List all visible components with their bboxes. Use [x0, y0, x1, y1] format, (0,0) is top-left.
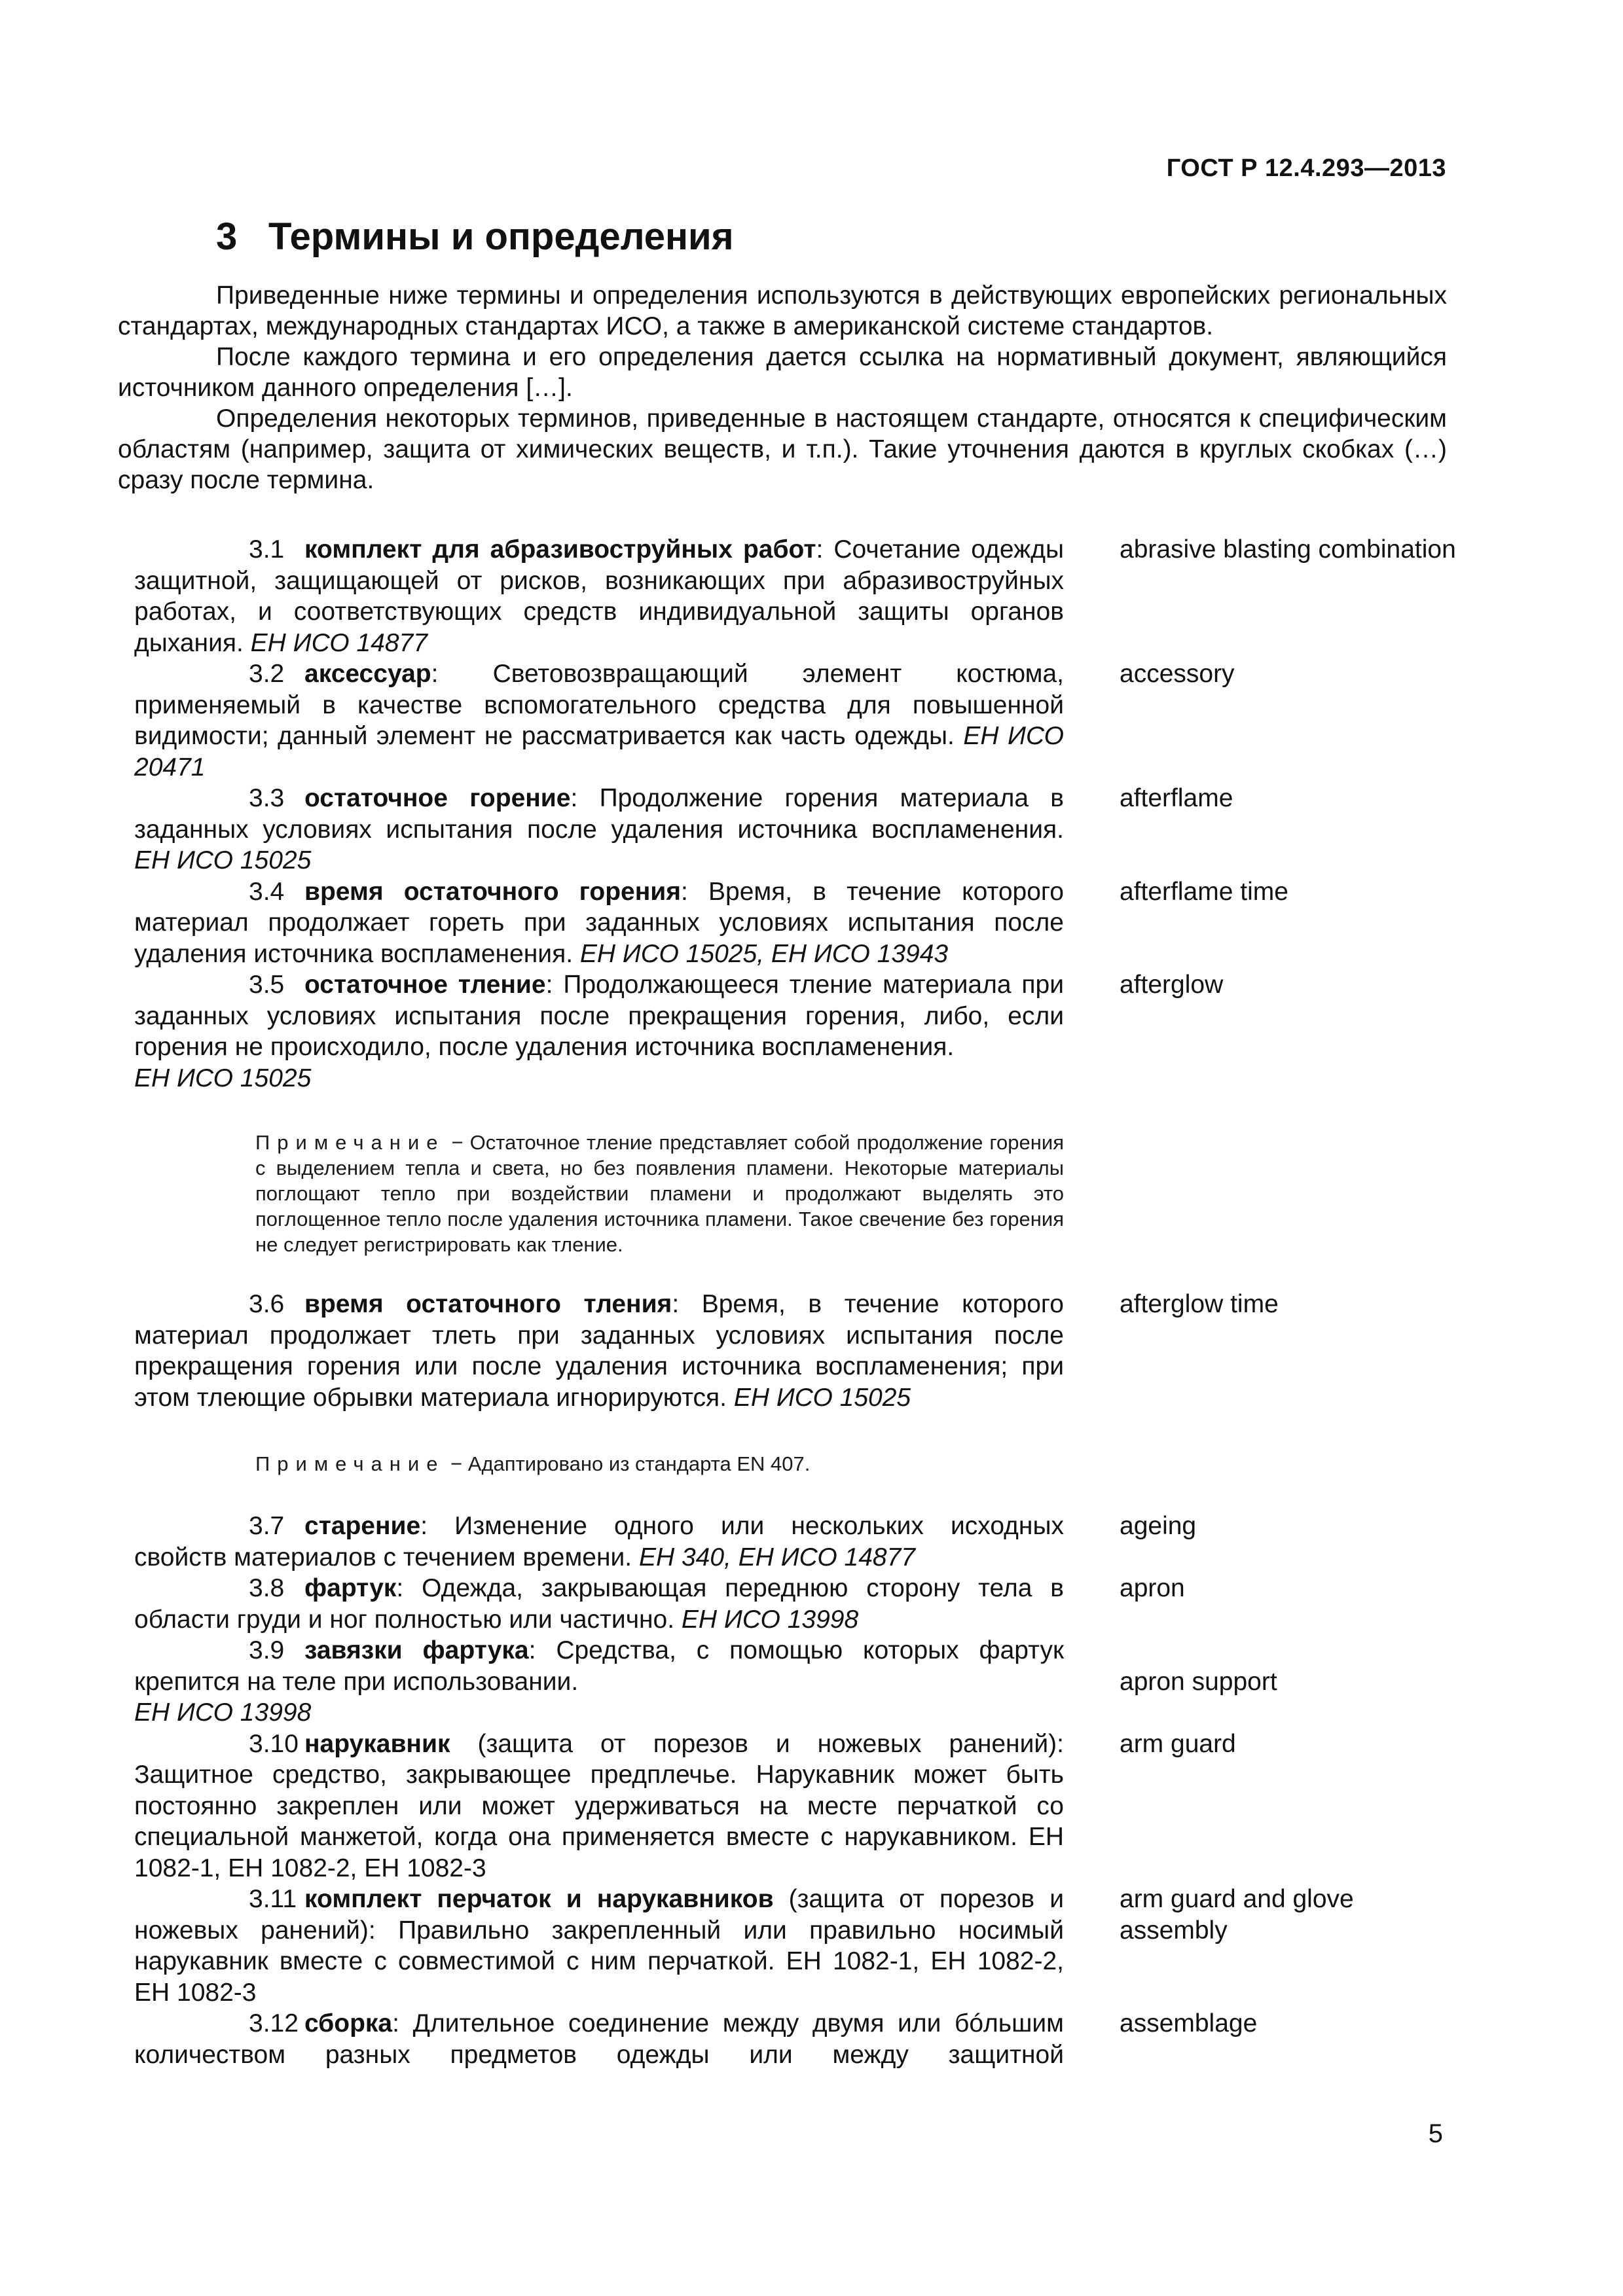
term-body: : Средства, с помощью которых фартук крепится на теле при использовании.: [134, 1636, 1065, 1696]
term-entry: [134, 1884, 1463, 2008]
term-source: ЕН ИСО 15025: [134, 846, 312, 874]
term-name: комплект перчаток и нарукавников: [304, 1885, 774, 1913]
term-source: ЕН ИСО 15025: [733, 1383, 911, 1412]
term-source: ЕН 340, ЕН ИСО 14877: [638, 1543, 915, 1571]
term-definition: [134, 1289, 1064, 1413]
term-definition: [134, 1511, 1064, 1573]
term-entry: [134, 2008, 1463, 2070]
term-english: arm guard: [1120, 1729, 1236, 1758]
term-english: apron support: [1120, 1667, 1277, 1696]
term-body: : Световозвращающий элемент костюма, применяемый в качестве вспомогательного средства для повышенной видимости; данный элемент не рассматривается как часть одежды.: [134, 660, 1064, 750]
term-definition: [134, 1729, 1064, 1884]
term-entry: [134, 783, 1463, 876]
term-entry: [134, 1573, 1463, 1635]
term-name: нарукавник: [304, 1729, 450, 1758]
term-entry: [134, 658, 1463, 783]
note-label: Примечание: [255, 1131, 445, 1154]
term-body: : Одежда, закрывающая переднюю сторону тела в области груди и ног полностью или частично.: [134, 1574, 1064, 1634]
term-number: 3.8: [249, 1574, 285, 1602]
section-heading: [216, 215, 734, 259]
term-source: ЕН ИСО 13998: [134, 1698, 312, 1727]
term-name: аксессуар: [304, 660, 431, 688]
note-afterglow: [255, 1130, 1064, 1257]
term-english: ageing: [1120, 1512, 1197, 1540]
note-afterglow-time: [255, 1451, 1064, 1477]
term-definition: [134, 1884, 1064, 2008]
intro-paragraph: Приведенные ниже термины и определения используются в действующих европейских региональных стандартах, международных стандартах ИСО, а также в американской системе стандартов.: [118, 281, 1447, 340]
term-name: старение: [304, 1512, 421, 1540]
term-definition: [134, 1573, 1064, 1635]
term-name: фартук: [304, 1574, 397, 1602]
term-english: afterflame time: [1120, 877, 1288, 906]
term-body: : Время, в течение которого материал продолжает тлеть при заданных условиях испытания после прекращения горения или после удаления источника воспламенения; при этом тлеющие обрывки материала игнорируются.: [134, 1290, 1064, 1412]
term-english: afterglow time: [1120, 1290, 1279, 1318]
term-entry: [134, 1635, 1463, 1729]
term-number: 3.10: [249, 1729, 299, 1758]
term-number: 3.2: [249, 660, 285, 688]
term-number: 3.6: [249, 1290, 285, 1318]
standard-code: ГОСТ Р 12.4.293—2013: [1166, 154, 1446, 182]
term-english: arm guard and glove assembly: [1120, 1885, 1354, 1945]
intro-text: [118, 280, 1447, 495]
term-body: : Сочетание одежды защитной, защищающей от рисков, возникающих при абразивоструйных работах, и соответствующих средств индивидуальной защиты органов дыхания.: [134, 535, 1064, 657]
term-source: ЕН ИСО 14877: [250, 628, 428, 657]
term-name: комплект для абразивоструйных работ: [304, 535, 816, 564]
note-text: − Адаптировано из стандарта EN 407.: [445, 1452, 811, 1475]
term-number: 3.12: [249, 2009, 299, 2037]
term-definition: [134, 534, 1064, 658]
term-entry: [134, 1289, 1463, 1413]
term-source: ЕН ИСО 15025: [134, 1064, 312, 1092]
term-definition: [134, 783, 1064, 876]
term-english: accessory: [1120, 660, 1235, 688]
term-english: afterglow: [1120, 971, 1224, 999]
term-definition: [134, 876, 1064, 970]
term-definition: [134, 1635, 1064, 1729]
note-text: − Остаточное тление представляет собой продолжение горения с выделением тепла и света, но без появления пламени. Некоторые материалы поглощают тепло при воздействии пламени и продолжают выделять это поглощенное тепло после удаления источника пламени. Такое свечение без горения не следует регистрировать как тление.: [255, 1131, 1064, 1256]
term-entry: [134, 876, 1463, 970]
term-english: apron: [1120, 1574, 1185, 1602]
page-number: 5: [1428, 2119, 1443, 2148]
term-body: : Длительное соединение между двумя или бóльшим количеством разных предметов одежды или между защитной: [134, 2009, 1064, 2069]
term-source: ЕН ИСО 20471: [134, 722, 1065, 781]
term-english: afterflame: [1120, 784, 1233, 812]
term-entry: [134, 969, 1463, 1094]
term-name: остаточное тление: [304, 971, 546, 999]
term-body: : Время, в течение которого материал продолжает гореть при заданных условиях испытания после удаления источника воспламенения.: [134, 877, 1064, 968]
term-source: ЕН ИСО 15025, ЕН ИСО 13943: [579, 939, 949, 968]
term-number: 3.11: [249, 1885, 297, 1913]
term-definition: [134, 969, 1064, 1094]
intro-paragraph: После каждого термина и его определения дается ссылка на нормативный документ, являющийся источником данного определения […].: [118, 343, 1447, 402]
term-number: 3.1: [249, 535, 285, 564]
term-entry: [134, 534, 1463, 658]
term-body: : Изменение одного или нескольких исходных свойств материалов с течением времени.: [134, 1512, 1064, 1571]
term-body: : Продолжающееся тление материала при заданных условиях испытания после прекращения горения, либо, если горения не происходило, после удаления источника воспламенения.: [134, 971, 1065, 1061]
term-number: 3.5: [249, 971, 285, 999]
term-source: ЕН ИСО 13998: [681, 1605, 859, 1634]
term-definition: [134, 2008, 1064, 2070]
terms-list: [134, 534, 1463, 2070]
section-title: Термины и определения: [268, 215, 734, 258]
term-english: assemblage: [1120, 2009, 1258, 2037]
term-name: время остаточного тления: [304, 1290, 672, 1318]
term-entry: [134, 1511, 1463, 1573]
term-number: 3.4: [249, 877, 285, 906]
section-number: 3: [216, 215, 238, 258]
term-name: сборка: [304, 2009, 393, 2037]
term-name: завязки фартука: [304, 1636, 529, 1664]
term-english: abrasive blasting combination: [1120, 535, 1456, 564]
term-number: 3.3: [249, 784, 285, 812]
term-name: остаточное горение: [304, 784, 571, 812]
term-body: : Продолжение горения материала в заданных условиях испытания после удаления источника воспламенения.: [134, 784, 1064, 844]
term-definition: [134, 658, 1064, 783]
intro-paragraph: Определения некоторых терминов, приведенные в настоящем стандарте, относятся к специфическим областям (например, защита от химических веществ, и т.п.). Такие уточнения даются в круглых скобках (…) сразу после термина.: [118, 404, 1447, 494]
term-entry: [134, 1729, 1463, 1884]
term-name: время остаточного горения: [304, 877, 682, 906]
term-body: (защита от порезов и ножевых ранений): Правильно закрепленный или правильно носимый нарукавник вместе с совместимой с ним перчаткой. ЕН 1082-1, ЕН 1082-2, ЕН 1082-3: [134, 1885, 1064, 2007]
term-body: (защита от порезов и ножевых ранений): Защитное средство, закрывающее предплечье. Нарукавник может быть постоянно закреплен или может удерживаться на месте перчаткой со специальной манжетой, когда она применяется вместе с нарукавником. ЕН 1082-1, ЕН 1082-2, ЕН 1082-3: [134, 1729, 1064, 1882]
note-label: Примечание: [255, 1452, 445, 1475]
term-number: 3.9: [249, 1636, 285, 1664]
term-number: 3.7: [249, 1512, 285, 1540]
